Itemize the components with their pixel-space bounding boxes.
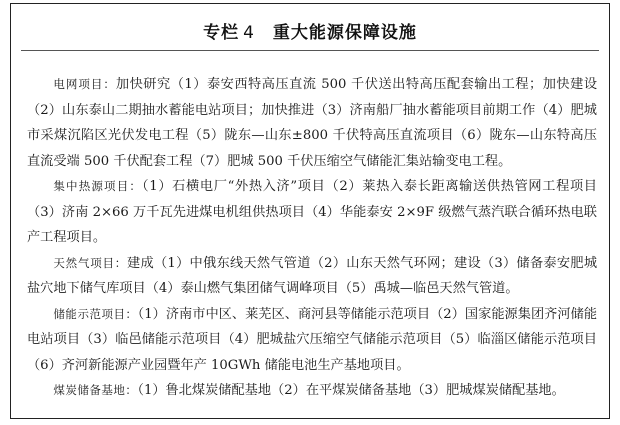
section-heat-source	[27, 174, 597, 251]
sidebar-box	[10, 3, 610, 419]
box-body	[27, 72, 597, 404]
section-natural-gas	[27, 251, 597, 302]
box-title-text: 重大能源保障设施	[272, 23, 417, 43]
section-text: （1）鲁北煤炭储配基地（2）在平煤炭储备基地（3）肥城煤炭储配基地。	[137, 383, 565, 398]
section-text: （1）石横电厂“外热入济”项目（2）莱热入泰长距离输送供热管网工程项目（3）济南 2×66 万千瓦先进煤电机组供热项目（4）华能泰安 2×9F 级燃气蒸汽联合循环热电联产工程项目。	[27, 179, 597, 245]
section-text: （1）济南市中区、莱芜区、商河县等储能示范项目（2）国家能源集团齐河储能电站项目（3）临邑储能示范项目（4）肥城盐穴压缩空气储能示范项目（5）临淄区储能示范项目（6）齐河新能源产业园暨年产 10GWh 储能电池生产基地项目。	[27, 306, 598, 373]
section-energy-storage	[27, 302, 597, 379]
title-divider	[21, 50, 599, 51]
section-coal-reserve	[27, 378, 597, 404]
section-heading: 集中热源项目：	[53, 179, 143, 193]
section-heading: 电网项目：	[53, 77, 116, 91]
section-heading: 煤炭储备基地：	[53, 383, 138, 397]
section-heading: 储能示范项目：	[53, 306, 138, 321]
box-title-prefix: 专栏	[203, 23, 240, 43]
section-heading: 天然气项目：	[53, 255, 128, 270]
box-title-number: 4	[243, 23, 255, 43]
section-power-grid	[27, 72, 597, 174]
box-title	[11, 18, 609, 43]
section-text: 加快研究（1）泰安西特高压直流 500 千伏送出特高压配套输出工程；加快建设（2）山东泰山二期抽水蓄能电站项目；加快推进（3）济南船厂抽水蓄能项目前期工作（4）肥城市采煤沉陷区光伏发电工程（5）陇东—山东±800 千伏特高压直流项目（6）陇东—山东特高压直流受端 500 千伏配套工程（7）肥城 500 千伏压缩空气储能汇集站输变电工程。	[27, 77, 598, 169]
section-text: 建成（1）中俄东线天然气管道（2）山东天然气环网；建设（3）储备泰安肥城盐穴地下储气库项目（4）泰山燃气集团储气调峰项目（5）禹城—临邑天然气管道。	[27, 255, 598, 296]
